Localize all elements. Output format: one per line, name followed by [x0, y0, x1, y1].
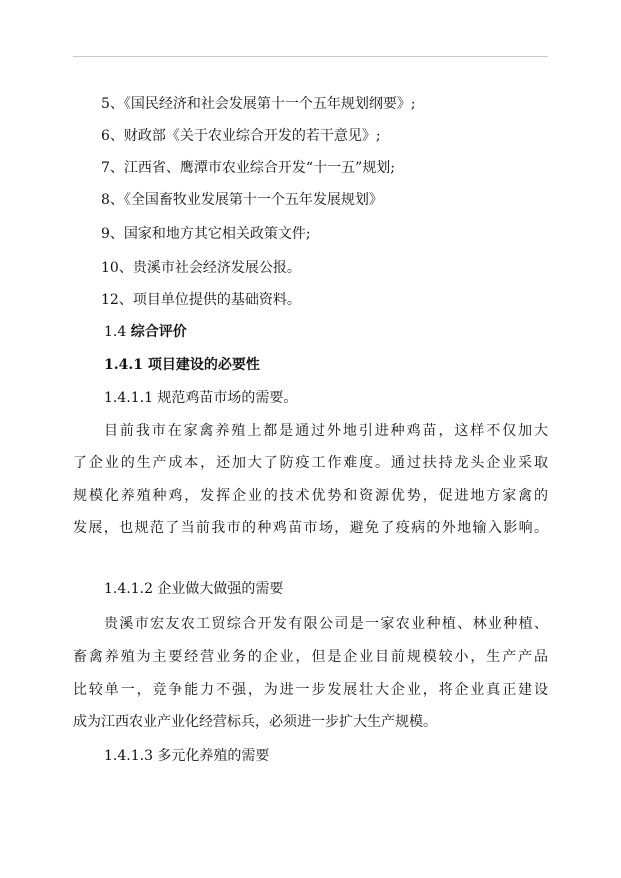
paragraph-line: 了企业的生产成本，还加大了防疫工作难度。通过扶持龙头企业采取 — [73, 455, 548, 471]
paragraph-line: 发展，也规范了当前我市的种鸡苗市场，避免了疫病的外地输入影响。 — [73, 520, 548, 536]
section-heading — [104, 316, 621, 348]
item-heading: 1.4.1.3 多元化养殖的需要 — [104, 748, 270, 764]
paragraph-line: 比较单一，竞争能力不强，为进一步发展壮大企业，将企业真正建设 — [73, 682, 548, 698]
item-heading: 1.4.1.1 规范鸡苗市场的需要。 — [104, 390, 298, 406]
reference-item: 5、《国民经济和社会发展第十一个五年规划纲要》; — [101, 96, 416, 112]
subsection-heading — [104, 349, 621, 381]
section-title: 综合评价 — [130, 324, 187, 340]
paragraph-line: 贵溪市宏友农工贸综合开发有限公司是一家农业种植、林业种植、 — [104, 616, 548, 632]
reference-item: 7、江西省、鹰潭市农业综合开发“十一五”规划; — [101, 160, 395, 176]
paragraph-line: 目前我市在家禽养殖上都是通过外地引进种鸡苗，这样不仅加大 — [104, 423, 548, 439]
paragraph-line: 畜禽养殖为主要经营业务的企业，但是企业目前规模较小，生产产品 — [73, 649, 548, 665]
section-number: 1.4 — [104, 324, 127, 340]
reference-item: 6、财政部《关于农业综合开发的若干意见》; — [101, 128, 381, 144]
subsection-title: 项目建设的必要性 — [147, 357, 260, 373]
reference-item: 12、项目单位提供的基础资料。 — [101, 292, 301, 308]
reference-item: 8、《全国畜牧业发展第十一个五年发展规划》 — [101, 192, 383, 208]
paragraph-line: 成为江西农业产业化经营标兵，必须进一步扩大生产规模。 — [73, 714, 437, 730]
header-rule — [73, 56, 548, 57]
paragraph-line: 规模化养殖种鸡，发挥企业的技术优势和资源优势，促进地方家禽的 — [73, 488, 548, 504]
reference-item: 10、贵溪市社会经济发展公报。 — [101, 260, 301, 276]
item-heading: 1.4.1.2 企业做大做强的需要 — [104, 581, 284, 597]
subsection-number: 1.4.1 — [104, 357, 143, 373]
reference-item: 9、国家和地方其它相关政策文件; — [101, 226, 311, 242]
